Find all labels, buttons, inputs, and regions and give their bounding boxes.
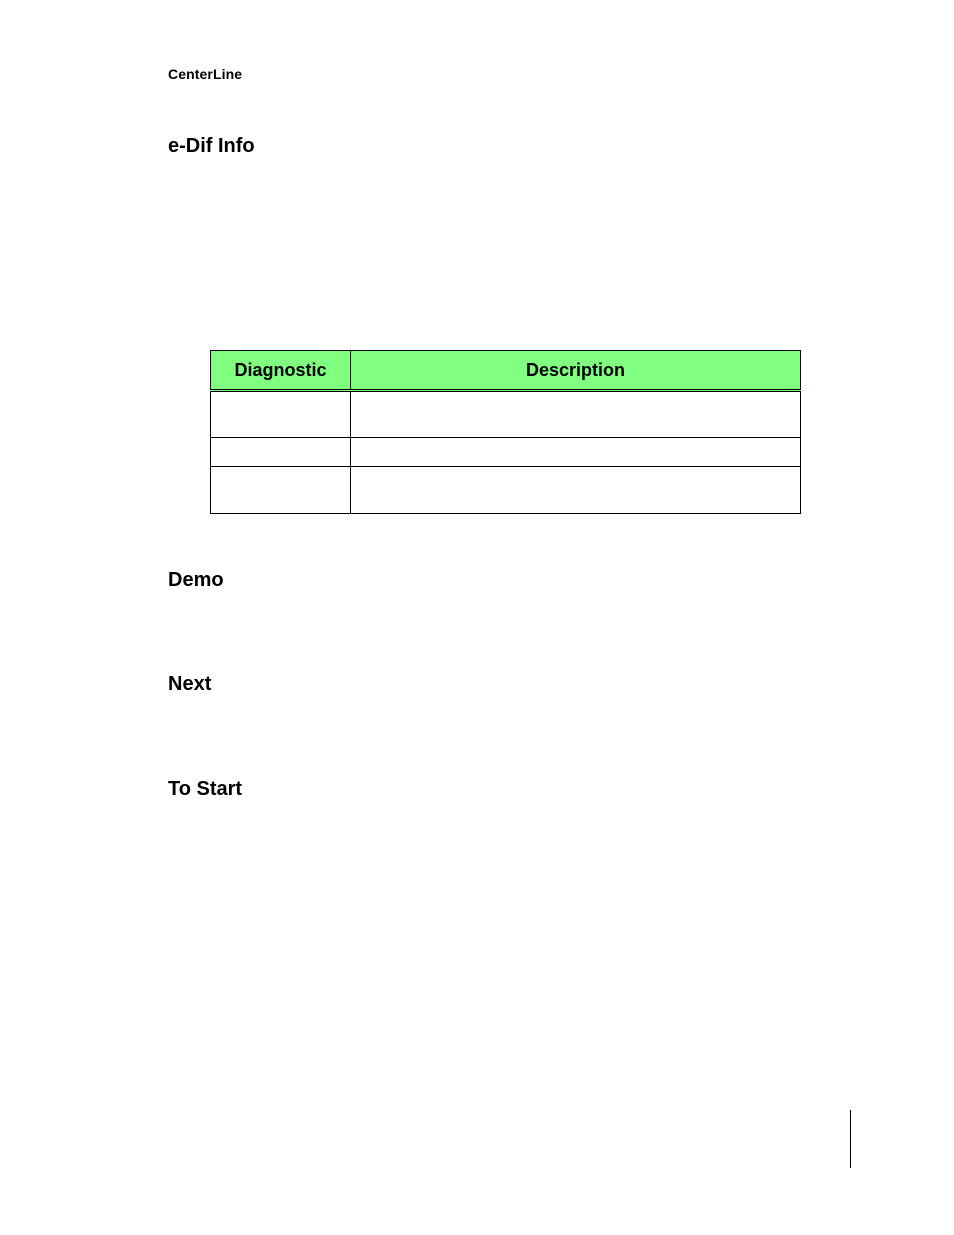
section-heading-next: Next bbox=[168, 673, 212, 695]
table-cell-description bbox=[351, 467, 801, 514]
column-header-description: Description bbox=[351, 351, 801, 391]
section-heading-edif-info: e-Dif Info bbox=[168, 135, 255, 157]
table-row bbox=[211, 438, 801, 467]
table-row bbox=[211, 467, 801, 514]
table-row bbox=[211, 391, 801, 438]
running-header: CenterLine bbox=[168, 66, 243, 82]
table-cell-diagnostic bbox=[211, 391, 351, 438]
table-cell-diagnostic bbox=[211, 438, 351, 467]
table-header-row bbox=[211, 351, 801, 391]
table-cell-description bbox=[351, 438, 801, 467]
table-cell-description bbox=[351, 391, 801, 438]
section-heading-to-start: To Start bbox=[168, 778, 243, 800]
page-margin-rule bbox=[850, 1110, 851, 1168]
table-cell-diagnostic bbox=[211, 467, 351, 514]
diagnostic-table bbox=[210, 350, 801, 514]
column-header-diagnostic: Diagnostic bbox=[211, 351, 351, 391]
section-heading-demo: Demo bbox=[168, 569, 224, 591]
